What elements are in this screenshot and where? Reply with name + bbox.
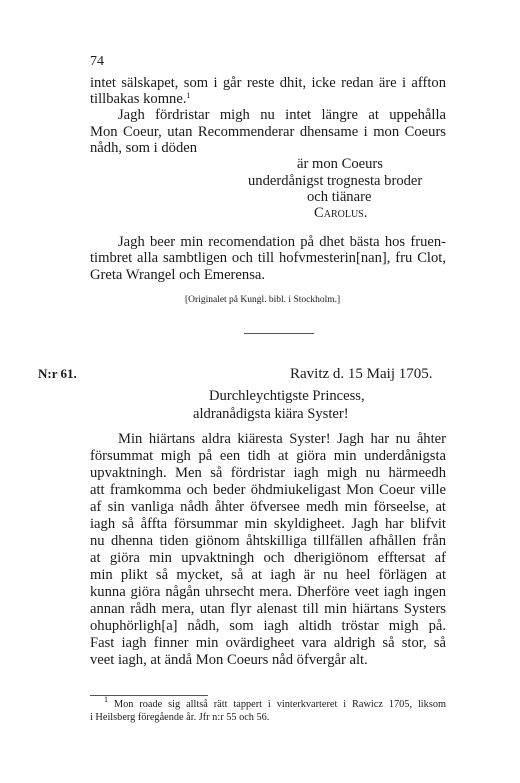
footnote-line: $^1$ Mon roade sig alltså rätt tappert i vinterkvarteret i Rawicz 1705, liksom — [104, 695, 446, 710]
footnote-marker: 1 — [104, 695, 108, 704]
closing-line: är mon Coeurs — [297, 156, 383, 172]
salutation-line: Durchleychtigste Princess, — [209, 388, 365, 404]
closing-line: och tiänare — [307, 189, 372, 205]
closing-line: underdånigst trognesta broder — [248, 173, 423, 189]
text-line: Jagh beer min recomendation på dhet bästa hos fruen- — [118, 234, 446, 250]
body-line: Fast iagh finner min ovärdigheet vara aldrigh så stor, så — [90, 635, 446, 651]
body-line: ohuphörligh[a] nådh, som iagh altidh tröstar migh på. — [90, 618, 446, 634]
body-line: annan rådh mera, utan flyr alenast till min hiärtans Systers — [90, 601, 446, 617]
body-line: att framkomma och beder öhdmiukeligast Mon Coeur ville — [90, 482, 446, 498]
footnote-line: i Heilsberg föregående år. Jfr n:r 55 och 56. — [90, 712, 270, 723]
body-line: at giöra min upvaktningh och dherigiönom efftersat af — [90, 550, 446, 566]
body-line: kunna giöra någån uhrsecht mera. Dherföre veet iagh ingen — [90, 584, 446, 600]
body-line: min plikt så mycket, så at iagh är nu heel förlägen at — [90, 567, 446, 583]
body-line: upvaktningh. Men så fördristar iagh migh nu härmeedh — [90, 465, 446, 481]
letter-number: N:r 61. — [38, 366, 77, 381]
body-line: veet iagh, at ändå Mon Coeurs nåd öfvergår alt. — [90, 652, 368, 668]
text-line: nådh, som i döden — [90, 140, 198, 156]
page-number: 74 — [90, 54, 104, 69]
text-line: tillbakas komne.$^1$ — [90, 91, 191, 107]
body-line: nu dhenna tiden giönom åhtskilliga tillfällen afhållen från — [90, 533, 446, 549]
footnote-marker: 1 — [186, 91, 191, 100]
body-line: af sin vanliga nådh åhter öfversee medh min förseelse, at — [90, 499, 446, 515]
signature: Carolus. — [314, 205, 368, 221]
text-line: intet sälskapet, som i går reste dhit, icke redan äre i affton — [90, 75, 446, 91]
body-line: försummat migh på een tidh at giöra min underdånigsta — [90, 448, 446, 464]
letter-place-date: Ravitz d. 15 Maij 1705. — [290, 366, 433, 382]
text-line: Jagh fördristar migh nu intet längre at uppehålla — [118, 107, 446, 123]
text-line: Greta Wrangel och Emerensa. — [90, 267, 265, 283]
body-line: iagh så åffta försummar min skyldigheet. Jagh har blifvit — [90, 516, 446, 532]
source-note: [Originalet på Kungl. bibl. i Stockholm.] — [185, 295, 341, 305]
text-line: timbret alla sambtligen och till hofvmesterin[nan], fru Clot, — [90, 250, 446, 266]
section-divider — [244, 333, 314, 334]
body-line: Min hiärtans aldra kiäresta Syster! Jagh har nu åhter — [118, 431, 446, 447]
text-line: Mon Coeur, utan Recommenderar dhensame i mon Coeurs — [90, 124, 446, 140]
salutation-line: aldranådigsta kiära Syster! — [193, 406, 349, 422]
